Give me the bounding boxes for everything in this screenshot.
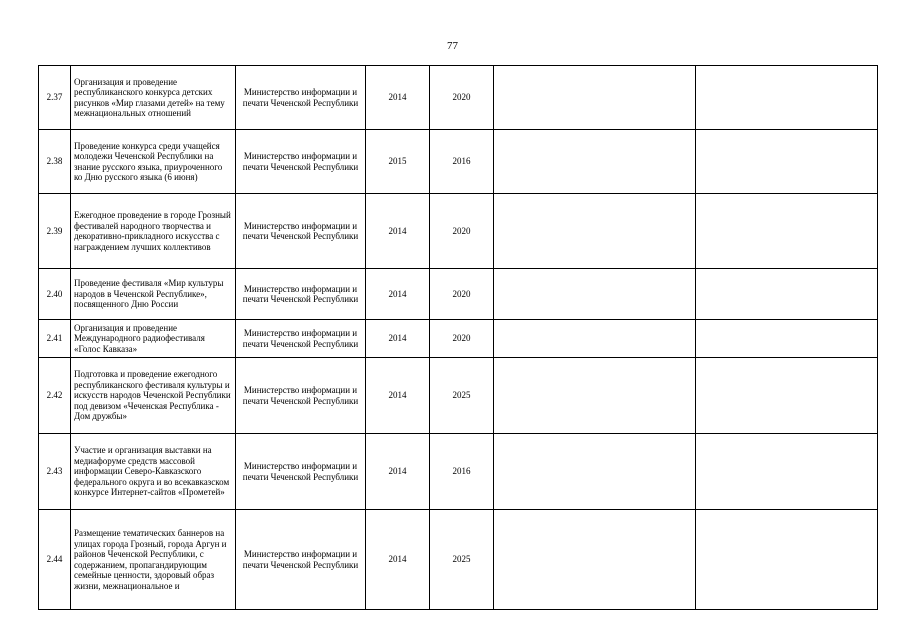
executor: Министерство информации и печати Чеченской Республики — [236, 320, 366, 358]
end-year: 2016 — [430, 434, 494, 510]
empty-cell — [696, 194, 878, 269]
start-year: 2014 — [366, 66, 430, 130]
measure-name: Размещение тематических баннеров на улицах города Грозный, города Аргун и районов Чеченской Республики, с содержанием, пропагандирующим семейные ценности, здоровый образ жизни, межнациональное и — [71, 510, 236, 610]
table-row — [39, 320, 878, 358]
executor: Министерство информации и печати Чеченской Республики — [236, 358, 366, 434]
measure-name: Подготовка и проведение ежегодного республиканского фестиваля культуры и искусств народов Чеченской Республики под девизом «Чеченская Республика - Дом дружбы» — [71, 358, 236, 434]
empty-cell — [696, 320, 878, 358]
table-row — [39, 130, 878, 194]
measure-name: Организация и проведение республиканского конкурса детских рисунков «Мир глазами детей» на тему межнациональных отношений — [71, 66, 236, 130]
table-row — [39, 434, 878, 510]
empty-cell — [696, 269, 878, 320]
empty-cell — [494, 66, 696, 130]
row-number: 2.37 — [39, 66, 71, 130]
empty-cell — [494, 358, 696, 434]
measure-name: Ежегодное проведение в городе Грозный фестивалей народного творчества и декоративно-прикладного искусства с награждением лучших коллективов — [71, 194, 236, 269]
empty-cell — [494, 130, 696, 194]
table-row — [39, 358, 878, 434]
start-year: 2014 — [366, 510, 430, 610]
start-year: 2014 — [366, 194, 430, 269]
row-number: 2.43 — [39, 434, 71, 510]
start-year: 2014 — [366, 320, 430, 358]
end-year: 2020 — [430, 320, 494, 358]
start-year: 2015 — [366, 130, 430, 194]
empty-cell — [494, 510, 696, 610]
measure-name: Проведение фестиваля «Мир культуры народов в Чеченской Республике», посвященного Дню России — [71, 269, 236, 320]
end-year: 2025 — [430, 358, 494, 434]
table-row — [39, 510, 878, 610]
end-year: 2020 — [430, 194, 494, 269]
start-year: 2014 — [366, 434, 430, 510]
empty-cell — [696, 434, 878, 510]
end-year: 2016 — [430, 130, 494, 194]
executor: Министерство информации и печати Чеченской Республики — [236, 269, 366, 320]
empty-cell — [696, 66, 878, 130]
empty-cell — [696, 510, 878, 610]
end-year: 2020 — [430, 66, 494, 130]
empty-cell — [696, 130, 878, 194]
row-number: 2.42 — [39, 358, 71, 434]
executor: Министерство информации и печати Чеченской Республики — [236, 510, 366, 610]
executor: Министерство информации и печати Чеченской Республики — [236, 130, 366, 194]
measure-name: Проведение конкурса среди учащейся молодежи Чеченской Республики на знание русского языка, приуроченного ко Дню русского языка (6 июня) — [71, 130, 236, 194]
empty-cell — [494, 194, 696, 269]
row-number: 2.39 — [39, 194, 71, 269]
table-row — [39, 269, 878, 320]
executor: Министерство информации и печати Чеченской Республики — [236, 194, 366, 269]
table-row — [39, 66, 878, 130]
end-year: 2025 — [430, 510, 494, 610]
row-number: 2.41 — [39, 320, 71, 358]
row-number: 2.44 — [39, 510, 71, 610]
empty-cell — [696, 358, 878, 434]
page-number: 77 — [447, 40, 458, 52]
empty-cell — [494, 320, 696, 358]
empty-cell — [494, 269, 696, 320]
measure-name: Участие и организация выставки на медиафоруме средств массовой информации Северо-Кавказского федерального округа и во всекавказском конкурсе Интернет-сайтов «Прометей» — [71, 434, 236, 510]
executor: Министерство информации и печати Чеченской Республики — [236, 66, 366, 130]
start-year: 2014 — [366, 358, 430, 434]
start-year: 2014 — [366, 269, 430, 320]
executor: Министерство информации и печати Чеченской Республики — [236, 434, 366, 510]
row-number: 2.38 — [39, 130, 71, 194]
measure-name: Организация и проведение Международного радиофестиваля «Голос Кавказа» — [71, 320, 236, 358]
table-row — [39, 194, 878, 269]
end-year: 2020 — [430, 269, 494, 320]
empty-cell — [494, 434, 696, 510]
measures-table — [38, 65, 878, 610]
row-number: 2.40 — [39, 269, 71, 320]
